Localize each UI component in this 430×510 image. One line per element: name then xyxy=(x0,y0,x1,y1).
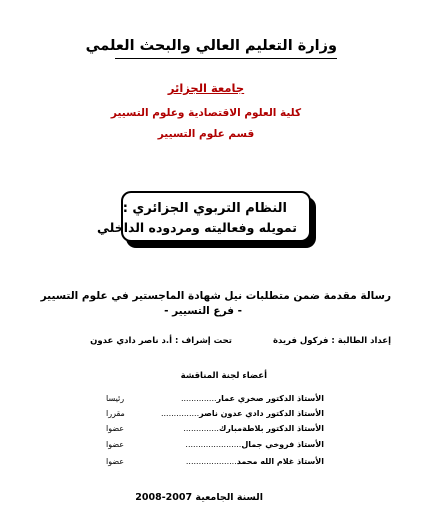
member-name: الأستاذ غلام الله محمد xyxy=(236,457,324,466)
thesis-statement: رسالة مقدمة ضمن متطلبات نيل شهادة الماجستير في علوم التسيير xyxy=(40,290,391,302)
department-name: قسم علوم التسيير xyxy=(157,128,255,140)
faculty-name: كلية العلوم الاقتصادية وعلوم التسيير xyxy=(110,107,302,119)
committee-member-name xyxy=(186,457,324,466)
member-name: الأستاذ الدكتور بلاطةمبارك xyxy=(218,424,324,433)
dot-leader: ...................... xyxy=(185,440,242,449)
dot-leader: .............. xyxy=(183,424,219,433)
supervised-by: تحت إشراف : أ.د ناصر دادي عدون xyxy=(90,336,232,346)
committee-member-name xyxy=(185,440,324,449)
ministry-underline xyxy=(115,58,337,59)
member-name: الأستاذ الدكتور دادي عدون ناصر xyxy=(199,409,324,418)
thesis-title-line1: النظام التربوي الجزائري : xyxy=(122,201,287,216)
thesis-title-box xyxy=(96,191,311,242)
committee-member-role: مقررا xyxy=(106,409,125,418)
thesis-title-line2: تمويله وفعاليته ومردوده الداخلي xyxy=(96,220,297,235)
member-name: الأستاذ الدكتور صخري عمار xyxy=(216,394,324,403)
committee-member-role: رئيسا xyxy=(106,394,125,403)
dot-leader: .................... xyxy=(185,457,237,466)
thesis-branch: - فرع التسيير - xyxy=(164,305,242,317)
prepared-by: إعداد الطالبة : فركول فريدة xyxy=(272,336,391,346)
committee-member-name xyxy=(161,409,324,418)
university-name: جامعة الجزائر xyxy=(167,81,245,95)
committee-member-name xyxy=(183,424,324,433)
committee-member-role: عضوا xyxy=(106,457,125,466)
academic-year: السنة الجامعية 2007-2008 xyxy=(135,492,263,503)
dot-leader: ............... xyxy=(160,409,200,418)
ministry-heading: وزارة التعليم العالي والبحث العلمي xyxy=(85,38,337,54)
committee-member-role: عضوا xyxy=(106,440,125,449)
member-name: الأستاذ فروخي جمال xyxy=(241,440,324,449)
committee-member-role: عضوا xyxy=(106,424,125,433)
committee-title: أعضاء لجنة المناقشة xyxy=(180,371,267,381)
dot-leader: .............. xyxy=(180,394,217,403)
committee-member-name xyxy=(181,394,324,403)
